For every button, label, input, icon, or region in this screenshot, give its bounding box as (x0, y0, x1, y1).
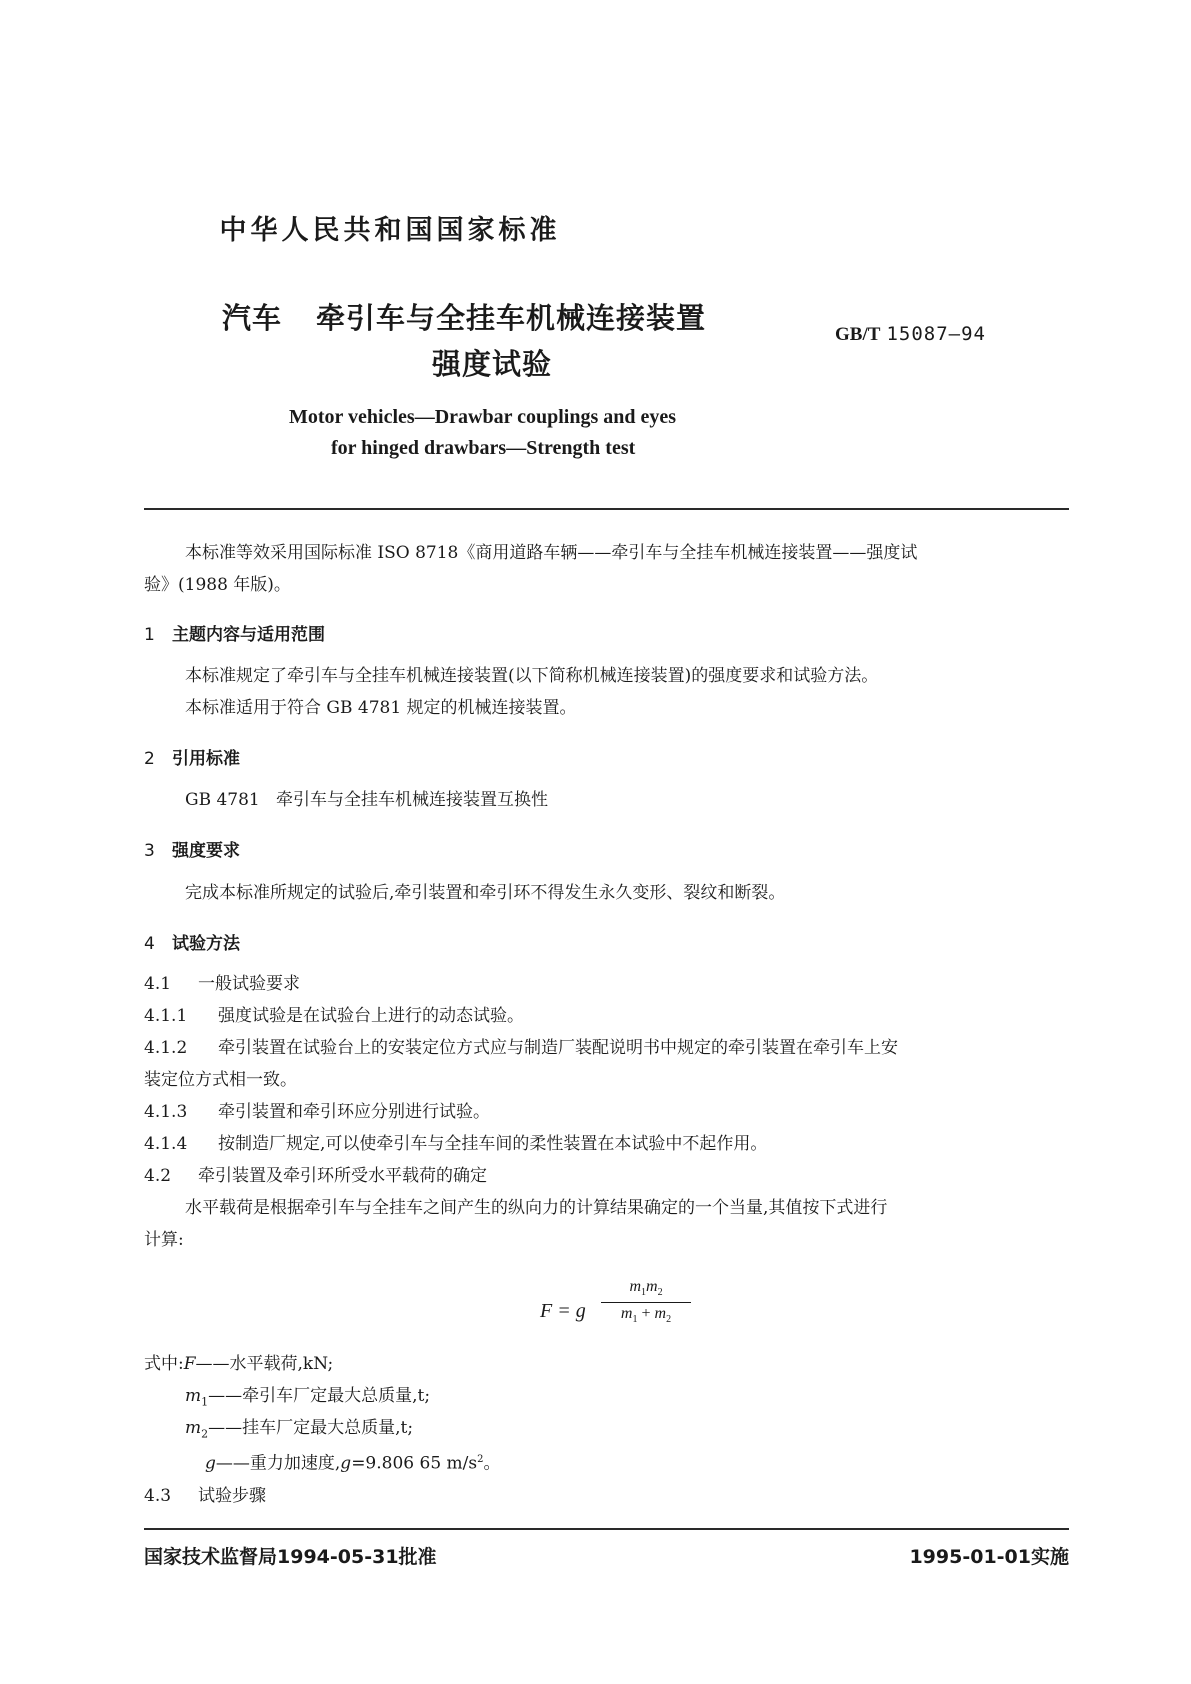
section-number: 3 (144, 841, 155, 861)
formula-lhs: F = g (540, 1300, 586, 1322)
standard-code-number: 15087—94 (886, 323, 986, 345)
clause-4-1-4 (144, 1134, 767, 1154)
where-m2-desc: ——挂车厂定最大总质量,t; (208, 1418, 414, 1438)
title-en-line2: for hinged drawbars—Strength test (331, 437, 636, 459)
clause-text: 按制造厂规定,可以使牵引车与全挂车间的柔性装置在本试验中不起作用。 (218, 1134, 768, 1154)
clause-number: 4.2 (144, 1166, 172, 1186)
where-m2: $m_2——$挂车厂定最大总质量,t; (185, 1418, 414, 1441)
symbol-g: g (205, 1453, 216, 1474)
section-3-para-1: 完成本标准所规定的试验后,牵引装置和牵引环不得发生永久变形、裂纹和断裂。 (185, 883, 786, 903)
clause-4-1-1 (144, 1006, 524, 1026)
footer-approved: 国家技术监督局1994-05-31批准 (144, 1546, 437, 1568)
section-3-heading (144, 836, 240, 861)
section-number: 2 (144, 749, 155, 769)
section-1-para-2: 本标准适用于符合 GB 4781 规定的机械连接装置。 (185, 698, 577, 718)
clause-number: 4.3 (144, 1486, 172, 1506)
formula-numerator: $m_1m_2$ (629, 1278, 663, 1299)
formula-fraction (601, 1278, 691, 1325)
section-2-reference: GB 4781 牵引车与全挂车机械连接装置互换性 (185, 790, 548, 810)
clause-number: 4.1.3 (144, 1102, 188, 1122)
clause-text: 牵引装置和牵引环应分别进行试验。 (218, 1102, 490, 1122)
clause-text: 强度试验是在试验台上进行的动态试验。 (218, 1006, 524, 1026)
national-standard-heading: 中华人民共和国国家标准 (219, 215, 561, 246)
clause-number: 4.1.2 (144, 1038, 188, 1058)
title-cn-line2: 强度试验 (432, 347, 553, 381)
clause-number: 4.1.1 (144, 1006, 188, 1026)
where-g: g——重力加速度,g=9.806 65 $m/s^2$。 (205, 1453, 501, 1474)
clause-text: 牵引装置及牵引环所受水平载荷的确定 (198, 1166, 487, 1186)
clause-4-2-para-2: 计算: (144, 1230, 184, 1250)
clause-number: 4.1 (144, 974, 172, 994)
clause-text: 试验步骤 (198, 1486, 266, 1506)
section-title: 试验方法 (172, 934, 240, 954)
where-F-desc: ——水平载荷,kN; (195, 1354, 334, 1374)
footer-divider (144, 1528, 1069, 1530)
clause-4-1-2 (144, 1038, 898, 1058)
section-title: 引用标准 (172, 749, 240, 769)
clause-text: 牵引装置在试验台上的安装定位方式应与制造厂装配说明书中规定的牵引装置在牵引车上安 (218, 1038, 898, 1058)
title-cn-part1: 汽车 (222, 301, 283, 335)
clause-4-2-para-1: 水平载荷是根据牵引车与全挂车之间产生的纵向力的计算结果确定的一个当量,其值按下式进行 (185, 1198, 888, 1218)
clause-number: 4.1.4 (144, 1134, 188, 1154)
where-m1-desc: ——牵引车厂定最大总质量,t; (208, 1386, 431, 1406)
section-number: 1 (144, 625, 155, 645)
intro-line1: 本标准等效采用国际标准 ISO 8718《商用道路车辆——牵引车与全挂车机械连接装置——强度试 (185, 543, 918, 563)
standard-code (835, 323, 986, 346)
load-formula (540, 1278, 672, 1326)
where-intro: 式中: (144, 1354, 184, 1374)
clause-4-1-3 (144, 1102, 490, 1122)
section-2-heading (144, 744, 240, 769)
footer-implemented: 1995-01-01实施 (909, 1546, 1069, 1568)
symbol-F: F (183, 1354, 196, 1374)
symbol-m1: m (185, 1386, 202, 1406)
title-cn-part2: 牵引车与全挂车机械连接装置 (316, 301, 707, 335)
clause-text: 一般试验要求 (198, 974, 300, 994)
symbol-m2: m (185, 1418, 202, 1438)
clause-4-3 (144, 1486, 266, 1506)
clause-4-1 (144, 974, 300, 994)
section-1-heading (144, 620, 325, 645)
clause-4-2 (144, 1166, 487, 1186)
standard-code-prefix: GB/T (835, 324, 881, 345)
section-4-heading (144, 929, 240, 954)
section-1-para-1: 本标准规定了牵引车与全挂车机械连接装置(以下简称机械连接装置)的强度要求和试验方法。 (185, 666, 879, 686)
where-m1: $m_1——$牵引车厂定最大总质量,t; (185, 1386, 431, 1409)
header-divider (144, 508, 1069, 510)
title-en-line1: Motor vehicles—Drawbar couplings and eyes (289, 406, 677, 428)
formula-denominator: $m_1 + m_2$ (620, 1305, 672, 1326)
clause-4-1-2-continued: 装定位方式相一致。 (144, 1070, 297, 1090)
section-number: 4 (144, 934, 155, 954)
where-F (144, 1354, 333, 1374)
section-title: 主题内容与适用范围 (172, 625, 325, 645)
intro-line2: 验》(1988 年版)。 (144, 575, 291, 595)
title-cn-line1 (222, 296, 706, 337)
section-title: 强度要求 (172, 841, 240, 861)
